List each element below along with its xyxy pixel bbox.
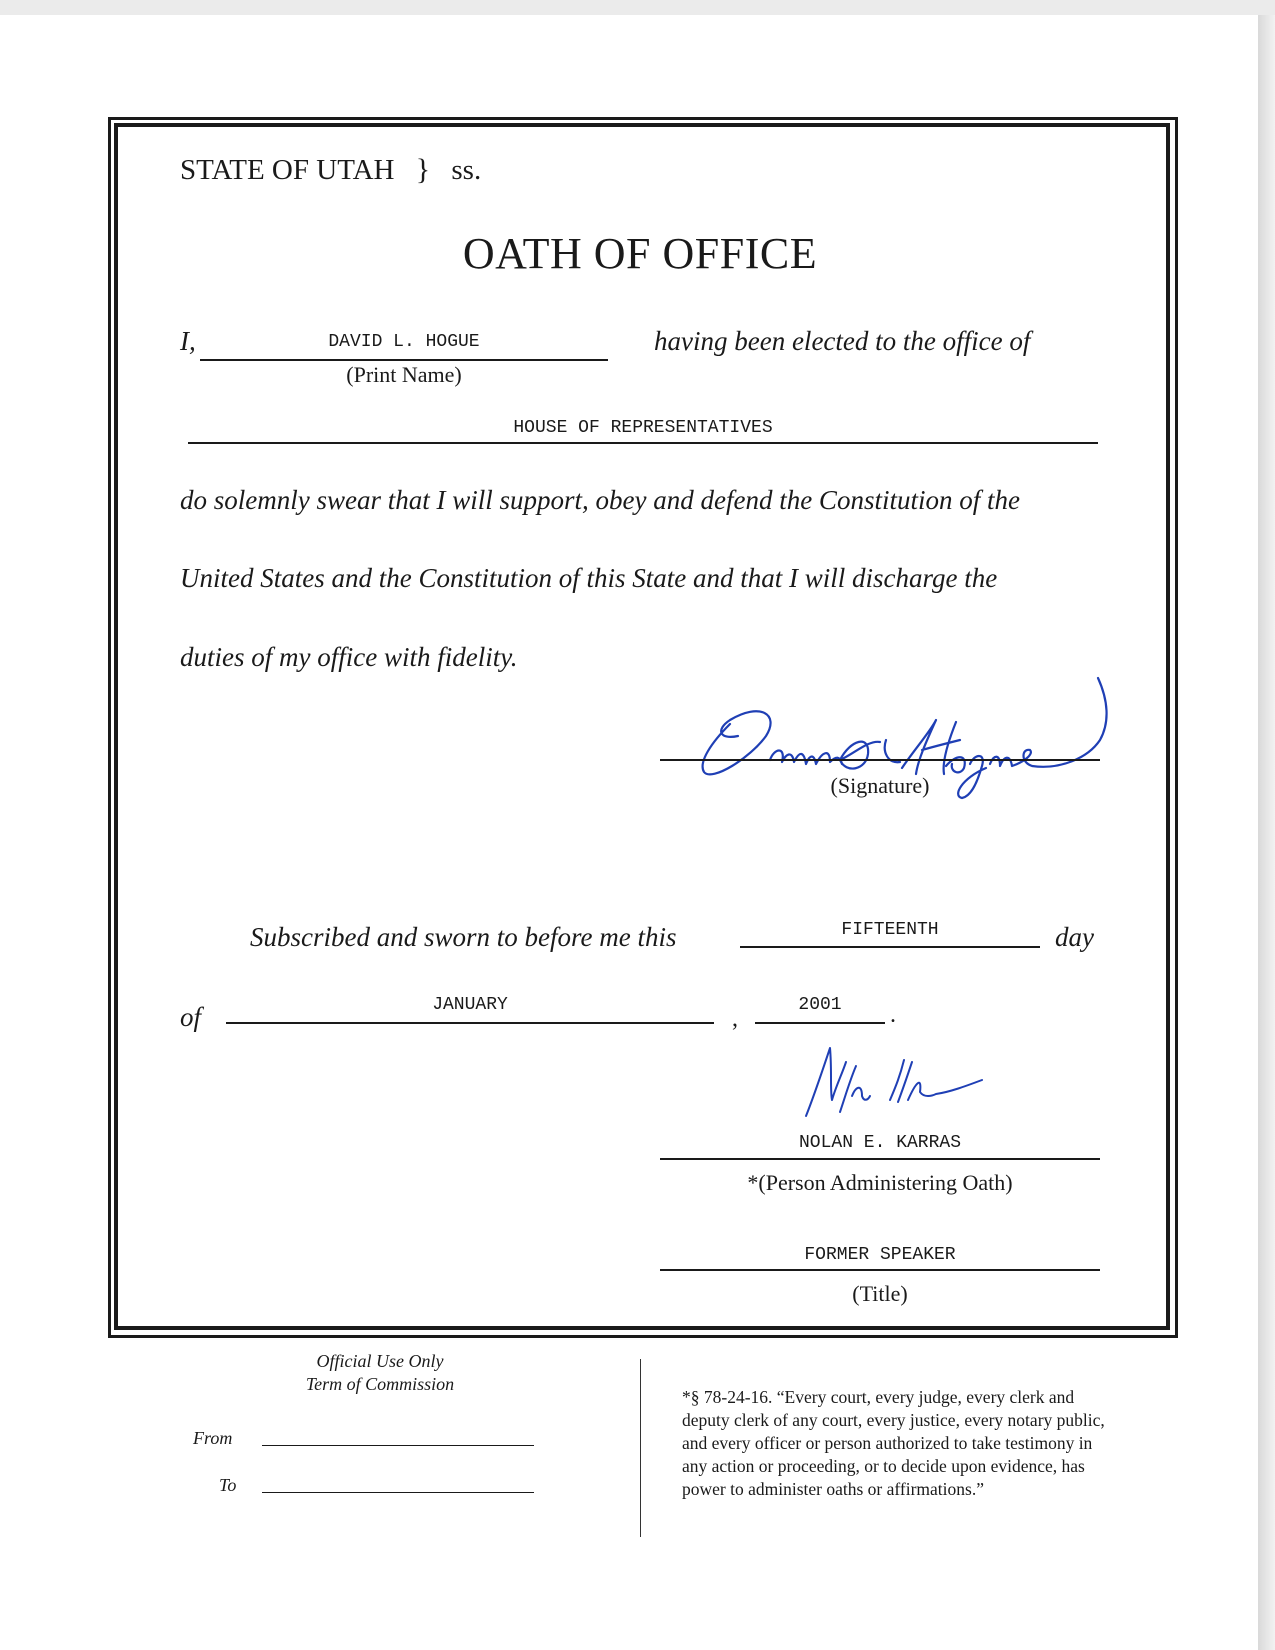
oath-line-2: United States and the Constitution of this State and that I will discharge the bbox=[180, 563, 998, 593]
year-value: 2001 bbox=[798, 995, 842, 1015]
administrator-line bbox=[660, 1158, 1100, 1160]
brace: } bbox=[415, 153, 431, 186]
document-title: OATH OF OFFICE bbox=[462, 229, 818, 278]
signature-caption: (Signature) bbox=[830, 773, 930, 798]
from-label: From bbox=[193, 1428, 233, 1448]
state-name: STATE OF UTAH bbox=[180, 154, 395, 186]
print-name-line bbox=[200, 359, 608, 361]
title-caption: (Title) bbox=[852, 1281, 908, 1306]
section-divider bbox=[640, 1359, 641, 1537]
month-line bbox=[226, 1022, 714, 1024]
page-edge-shadow bbox=[1258, 15, 1275, 1650]
sworn-intro: Subscribed and sworn to before me this bbox=[250, 922, 677, 952]
print-name-value: DAVID L. HOGUE bbox=[328, 332, 480, 352]
of-label: of bbox=[180, 1002, 202, 1032]
footnote-line-1: *§ 78-24-16. “Every court, every judge, every clerk and bbox=[682, 1387, 1075, 1407]
from-line bbox=[262, 1445, 534, 1446]
month-value: JANUARY bbox=[432, 995, 508, 1015]
administrator-caption: *(Person Administering Oath) bbox=[747, 1170, 1013, 1195]
date-period: . bbox=[890, 1002, 896, 1028]
title-value: FORMER SPEAKER bbox=[804, 1245, 956, 1265]
day-line bbox=[740, 946, 1040, 948]
pronoun-i: I, bbox=[180, 326, 196, 356]
day-label: day bbox=[1055, 922, 1094, 952]
office-line bbox=[188, 442, 1098, 444]
office-value: HOUSE OF REPRESENTATIVES bbox=[513, 418, 773, 438]
term-of-commission-heading: Term of Commission bbox=[305, 1374, 455, 1394]
footnote-line-5: power to administer oaths or affirmations.” bbox=[682, 1479, 984, 1499]
print-name-caption: (Print Name) bbox=[346, 362, 462, 387]
day-value: FIFTEENTH bbox=[841, 920, 939, 940]
elected-text: having been elected to the office of bbox=[654, 326, 1031, 356]
oath-line-1: do solemnly swear that I will support, obey and defend the Constitution of the bbox=[180, 485, 1020, 515]
state-header bbox=[180, 153, 481, 187]
date-comma: , bbox=[732, 1006, 738, 1032]
signature-nolan-karras bbox=[800, 1040, 990, 1120]
ss-label: ss. bbox=[451, 154, 482, 186]
signature-line bbox=[660, 759, 1100, 761]
oath-line-3: duties of my office with fidelity. bbox=[180, 642, 518, 672]
official-use-heading: Official Use Only bbox=[316, 1351, 444, 1371]
footnote-line-3: and every officer or person authorized to take testimony in bbox=[682, 1433, 1093, 1453]
footnote-line-2: deputy clerk of any court, every justice, every notary public, bbox=[682, 1410, 1105, 1430]
administrator-value: NOLAN E. KARRAS bbox=[798, 1133, 962, 1153]
title-line bbox=[660, 1269, 1100, 1271]
to-label: To bbox=[219, 1475, 237, 1495]
to-line bbox=[262, 1492, 534, 1493]
footnote-line-4: any action or proceeding, or to decide upon evidence, has bbox=[682, 1456, 1085, 1476]
year-line bbox=[755, 1022, 885, 1024]
statute-footnote bbox=[682, 1386, 1172, 1501]
